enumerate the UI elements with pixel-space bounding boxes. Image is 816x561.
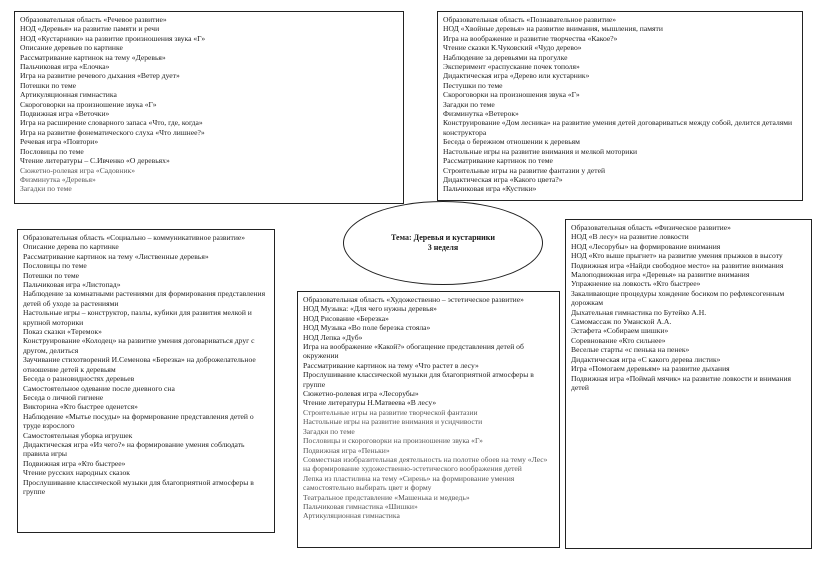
speech-line: Потешки по теме bbox=[20, 80, 76, 90]
physical-line: НОД «Лесорубы» на формирование внимания bbox=[571, 241, 721, 251]
social-line: Дидактическая игра «Из чего?» на формирование умения соблюдать правила игры bbox=[23, 439, 245, 459]
social-line: Заучивание стихотворений И.Семенова «Березка» на доброжелательное отношение детей к деревьям bbox=[23, 355, 256, 374]
speech-line: Описание деревьев по картинке bbox=[20, 43, 123, 53]
speech-line: Пальчиковая игра «Елочка» bbox=[20, 62, 110, 72]
topic-title: Тема: Деревья и кустарники bbox=[391, 233, 495, 242]
social-line: Наблюдение «Мытье посуды» на формирование представления детей о труде взрослого bbox=[23, 411, 254, 431]
physical-line: Упражнение на ловкость «Кто быстрее» bbox=[571, 279, 701, 289]
cognitive-line: Пестушки по теме bbox=[443, 80, 503, 90]
physical-development-box bbox=[565, 219, 812, 549]
physical-line: Веселые старты «с пенька на пенек» bbox=[571, 345, 690, 355]
topic-ellipse bbox=[343, 201, 543, 285]
art-line: Рассматривание картинок на тему «Что растет в лесу» bbox=[303, 360, 479, 370]
social-line: Беседа о разновидностях деревьев bbox=[23, 374, 135, 384]
cognitive-line: Настольные игры на развитие внимания и мелкой моторики bbox=[443, 146, 638, 156]
social-line: Самостоятельное одевание после дневного сна bbox=[23, 383, 175, 393]
cognitive-line: Образовательная область «Познавательное развитие» bbox=[443, 15, 617, 24]
art-line: НОД Рисование «Березка» bbox=[303, 313, 389, 323]
cognitive-line: Чтение сказки К.Чуковский «Чудо дерево» bbox=[443, 43, 582, 53]
art-line: Строительные игры на развитие творческой фантазии bbox=[303, 407, 478, 417]
social-line: Чтение русских народных сказок bbox=[23, 468, 130, 478]
art-line: Пальчиковая гимнастика «Шишки» bbox=[303, 501, 418, 511]
physical-line: Малоподвижная игра «Деревья» на развитие внимания bbox=[571, 270, 750, 280]
cognitive-development-box bbox=[437, 11, 803, 201]
social-line: Настольные игры – конструктор, пазлы, кубики для развития мелкой и крупной моторики bbox=[23, 308, 252, 327]
speech-line: Физминутка «Деревья» bbox=[20, 174, 96, 184]
cognitive-line: Загадки по теме bbox=[443, 99, 495, 109]
speech-line: Артикуляционная гимнастика bbox=[20, 90, 117, 100]
speech-line: Образовательная область «Речевое развитие» bbox=[20, 15, 167, 24]
physical-line: НОД «Кто выше прыгнет» на развитие умения прыжков в высоту bbox=[571, 251, 783, 261]
speech-line: Игра на развитие речевого дыхания «Ветер дует» bbox=[20, 71, 180, 81]
physical-line: Подвижная игра «Найди свободное место» на развитие внимания bbox=[571, 260, 784, 270]
social-line: Подвижная игра «Кто быстрее» bbox=[23, 458, 126, 468]
topic-week: 3 неделя bbox=[427, 243, 459, 252]
speech-line: НОД «Деревья» на развитие памяти и речи bbox=[20, 24, 160, 34]
cognitive-line: Беседа о бережном отношении к деревьям bbox=[443, 137, 580, 147]
art-line: Лепка из пластилина на тему «Сирень» на формирование умения самостоятельно выбирать цвет и форму bbox=[303, 473, 515, 493]
social-communicative-box bbox=[17, 229, 275, 533]
cognitive-line: Строительные игры на развитие фантазии у детей bbox=[443, 165, 606, 175]
physical-line: Соревнование «Кто сильнее» bbox=[571, 335, 666, 345]
art-line: Артикуляционная гимнастика bbox=[303, 511, 400, 521]
speech-line: Сюжетно-ролевая игра «Садовник» bbox=[20, 165, 136, 175]
cognitive-line: НОД «Хвойные деревья» на развитие внимания, мышления, памяти bbox=[443, 24, 663, 34]
art-line: Игра на воображение «Какой?» обогащение представления детей об окружении bbox=[303, 342, 524, 361]
speech-line: Игра на развитие фонематического слуха «Что лишнее?» bbox=[20, 127, 205, 137]
speech-line: Загадки по теме bbox=[20, 184, 72, 194]
art-line: Загадки по теме bbox=[303, 426, 355, 436]
physical-line: Самомассаж по Уманской А.А. bbox=[571, 317, 672, 327]
artistic-aesthetic-box bbox=[297, 291, 560, 548]
art-line: Пословицы и скороговорки на произношение звука «Г» bbox=[303, 436, 483, 446]
social-line: Показ сказки «Теремок» bbox=[23, 327, 102, 337]
cognitive-line: Рассматривание картинок по теме bbox=[443, 156, 553, 166]
social-line: Описание дерева по картинке bbox=[23, 242, 119, 252]
art-line: Прослушивание классической музыки для благоприятной атмосферы в группе bbox=[303, 370, 534, 389]
cognitive-line: Эксперимент «распускание почек тополя» bbox=[443, 62, 580, 72]
art-line: Театральное представление «Машенька и медведь» bbox=[303, 492, 470, 502]
social-line: Викторина «Кто быстрее оденется» bbox=[23, 402, 138, 412]
social-line: Образовательная область «Социально – коммуникативное развитие» bbox=[23, 233, 246, 242]
physical-line: Образовательная область «Физическое развитие» bbox=[571, 223, 731, 232]
art-line: Чтение литературы Н.Матвеева «В лесу» bbox=[303, 398, 437, 408]
cognitive-line: Пальчиковая игра «Кустики» bbox=[443, 184, 537, 194]
social-line: Пословицы по теме bbox=[23, 261, 87, 271]
speech-line: Чтение литературы – С.Ивченко «О деревьях» bbox=[20, 156, 170, 166]
social-line: Потешки по теме bbox=[23, 270, 79, 280]
art-line: НОД Музыка «Во поле березка стояла» bbox=[303, 323, 431, 333]
physical-line: Подвижная игра «Поймай мячик» на развитие ловкости и внимания детей bbox=[571, 373, 792, 392]
cognitive-line: Игра на воображение и развитие творчества «Какое?» bbox=[443, 33, 618, 43]
art-line: НОД Лепка «Дуб» bbox=[303, 332, 363, 342]
cognitive-line: Физминутка «Ветерок» bbox=[443, 109, 519, 119]
art-line: Сюжетно-ролевая игра «Лесорубы» bbox=[303, 389, 419, 399]
art-line: Образовательная область «Художественно – эстетическое развитие» bbox=[303, 295, 524, 304]
cognitive-line: Дидактическая игра «Какого цвета?» bbox=[443, 174, 563, 184]
physical-line: Игра «Помогаем деревьям» на развитие дыхания bbox=[571, 364, 730, 374]
art-line: Подвижная игра «Пеньки» bbox=[303, 445, 390, 455]
physical-line: Закаливающие процедуры хождение босиком по рефлексогенным дорожкам bbox=[571, 288, 785, 308]
social-line: Самостоятельная уборка игрушек bbox=[23, 430, 133, 440]
art-line: Совместная изобразительная деятельность на полотне обоев на тему «Лес» на формирование художественно-эстетического воображения детей bbox=[303, 454, 548, 474]
speech-line: Речевая игра «Повтори» bbox=[20, 137, 99, 147]
speech-line: Скороговорки на произношение звука «Г» bbox=[20, 99, 157, 109]
social-line: Пальчиковая игра «Листопад» bbox=[23, 280, 121, 290]
physical-line: Дидактическая игра «С какого дерева листик» bbox=[571, 354, 721, 364]
social-line: Беседа о личной гигиене bbox=[23, 392, 104, 402]
speech-line: Пословицы по теме bbox=[20, 146, 84, 156]
social-line: Рассматривание картинок на тему «Лиственные деревья» bbox=[23, 251, 209, 261]
speech-line: Подвижная игра «Веточки» bbox=[20, 109, 110, 119]
social-line: Конструирование «Колодец» на развитие умения договариваться друг с другом, делиться bbox=[23, 336, 255, 355]
speech-line: Игра на расширение словарного запаса «Что, где, когда» bbox=[20, 118, 203, 128]
speech-line: НОД «Кустарники» на развитие произношения звука «Г» bbox=[20, 33, 206, 43]
art-line: Настольные игры на развитие внимания и усидчивости bbox=[303, 417, 483, 427]
cognitive-line: Наблюдение за деревьями на прогулке bbox=[443, 52, 568, 62]
physical-line: Эстафета «Собираем шишки» bbox=[571, 326, 669, 336]
cognitive-line: Дидактическая игра «Дерево или кустарник» bbox=[443, 71, 590, 81]
social-line: Наблюдение за комнатными растениями для формирования представления детей об уходе за растениями bbox=[23, 289, 266, 308]
art-line: НОД Музыка: «Для чего нужны деревья» bbox=[303, 304, 437, 314]
speech-line: Рассматривание картинок на тему «Деревья» bbox=[20, 52, 166, 62]
cognitive-line: Конструирование «Дом лесника» на развитие умения детей договариваться между собой, делится деталями конструктора bbox=[443, 118, 793, 137]
cognitive-line: Скороговорки на произношения звука «Г» bbox=[443, 90, 580, 100]
social-line: Прослушивание классической музыки для благоприятной атмосферы в группе bbox=[23, 477, 254, 496]
physical-line: НОД «В лесу» на развитие ловкости bbox=[571, 232, 689, 242]
speech-development-box bbox=[14, 11, 404, 204]
physical-line: Дыхательная гимнастика по Бутейко А.Н. bbox=[571, 307, 707, 317]
